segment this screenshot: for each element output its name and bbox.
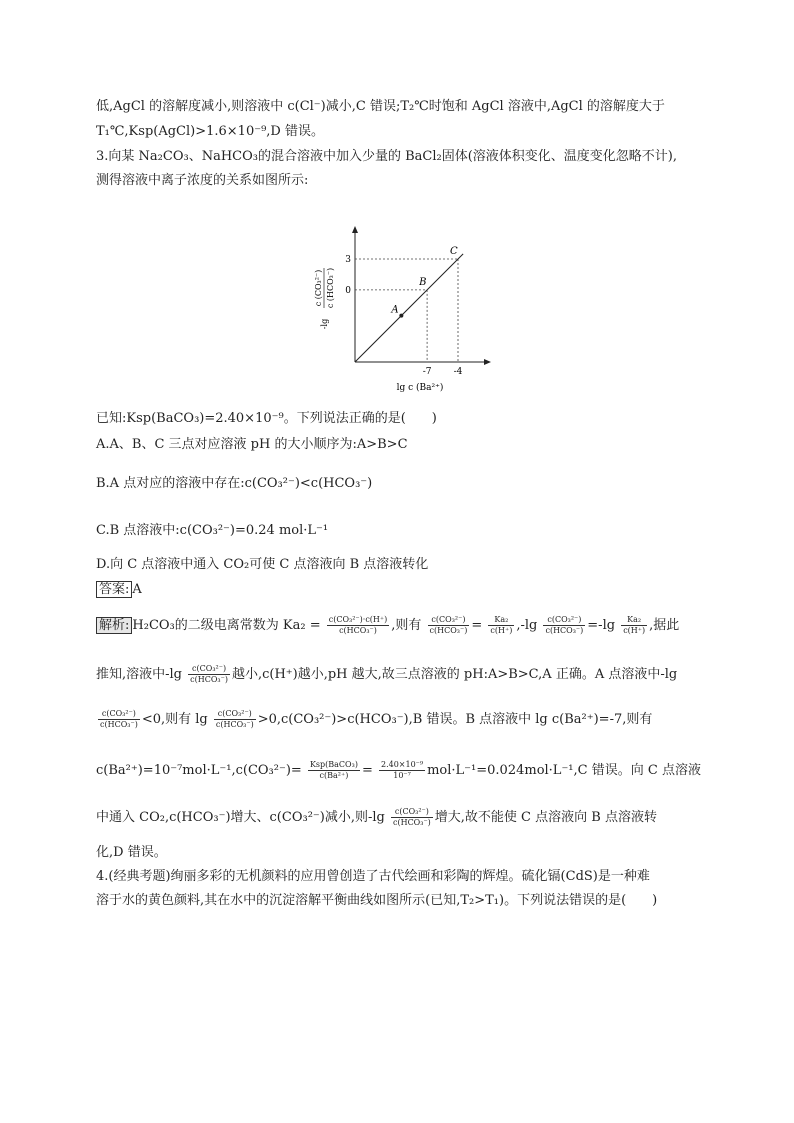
fraction: $\frac{\text{Ksp(BaCO₃)}}{\text{c(Ba²⁺)}}$ bbox=[309, 760, 358, 780]
fraction: $\frac{\text{Ka₂}}{c(H^+)}$ bbox=[490, 615, 513, 635]
q3-option-b: B.A 点对应的溶液中存在:c(CO₃²⁻)<c(HCO₃⁻) bbox=[96, 476, 373, 491]
x-tick-label: -7 bbox=[422, 367, 432, 377]
fraction: $\frac{\text{c(CO₃²⁻)}}{\text{c(HCO₃⁻)}}$ bbox=[429, 615, 468, 635]
q3-stem-line-2: 测得溶液中离子浓度的关系如图所示: bbox=[96, 173, 309, 188]
x-tick-label: -4 bbox=[453, 367, 463, 377]
analysis-text: = bbox=[471, 618, 483, 633]
analysis-line-6: 化,D 错误。 bbox=[96, 845, 167, 860]
analysis-text: 中通入 CO₂,c(HCO₃⁻)增大、c(CO₃²⁻)减小,则-lg bbox=[96, 810, 385, 825]
q4-stem-line-1: 4.(经典考题)绚丽多彩的无机颜料的应用曾创造了古代绘画和彩陶的辉煌。硫化镉(CdS)是一种难 bbox=[96, 869, 650, 884]
fraction: $\frac{\text{Ka₂}}{c(H^+)}$ bbox=[623, 615, 646, 635]
q3-option-d: D.向 C 点溶液中通入 CO₂可使 C 点溶液向 B 点溶液转化 bbox=[96, 557, 429, 572]
analysis-text: H₂CO₃的二级电离常数为 Ka₂ = bbox=[132, 618, 321, 633]
y-label-num: c (CO₃²⁻) bbox=[314, 269, 323, 307]
answer-line bbox=[96, 581, 142, 599]
analysis-text: <0,则有 lg bbox=[141, 712, 208, 727]
x-axis-label: lg c (Ba²⁺) bbox=[396, 383, 444, 393]
point-a bbox=[399, 314, 403, 318]
analysis-line-2 bbox=[96, 663, 677, 687]
analysis-line-1 bbox=[96, 614, 679, 638]
analysis-line-3 bbox=[96, 708, 652, 732]
answer-label: 答案: bbox=[96, 581, 132, 598]
y-tick-label: 3 bbox=[345, 255, 351, 265]
prev-analysis-line-1: 低,AgCl 的溶解度减小,则溶液中 c(Cl⁻)减小,C 错误;T₂℃时饱和 AgCl 溶液中,AgCl 的溶解度大于 bbox=[96, 99, 665, 114]
y-label-prefix: -lg bbox=[320, 318, 329, 330]
q3-stem-line-1: 3.向某 Na₂CO₃、NaHCO₃的混合溶液中加入少量的 BaCl₂固体(溶液体积变化、温度变化忽略不计), bbox=[96, 149, 677, 164]
analysis-text: mol·L⁻¹=0.024mol·L⁻¹,C 错误。向 C 点溶液 bbox=[427, 763, 701, 778]
analysis-text: 增大,故不能使 C 点溶液向 B 点溶液转 bbox=[434, 810, 657, 825]
fraction: $\frac{\text{c(CO₃²⁻)·c(H⁺)}}{\text{c(HCO₃⁻)}}$ bbox=[328, 615, 388, 635]
prev-analysis-line-2: T₁℃,Ksp(AgCl)>1.6×10⁻⁹,D 错误。 bbox=[96, 124, 324, 139]
analysis-text: = bbox=[361, 763, 373, 778]
q3-option-a: A.A、B、C 三点对应溶液 pH 的大小顺序为:A>B>C bbox=[96, 437, 408, 452]
fraction: $\frac{\text{c(CO₃²⁻)}}{\text{c(HCO₃⁻)}}$ bbox=[190, 664, 228, 684]
point-label-c: C bbox=[450, 246, 458, 257]
analysis-text: 推知,溶液中-lg bbox=[96, 667, 183, 682]
fraction: $\frac{\text{2.40×10⁻⁹}}{\text{10⁻⁷}}$ bbox=[380, 760, 424, 780]
analysis-line-5 bbox=[96, 806, 657, 830]
q4-stem-line-2: 溶于水的黄色颜料,其在水中的沉淀溶解平衡曲线如图所示(已知,T₂>T₁)。下列说法错误的是( ) bbox=[96, 893, 658, 908]
analysis-text: =-lg bbox=[587, 618, 616, 633]
data-line bbox=[355, 254, 463, 362]
fraction: $\frac{\text{c(CO₃²⁻)}}{\text{c(HCO₃⁻)}}$ bbox=[545, 615, 584, 635]
answer-value: A bbox=[132, 582, 142, 597]
y-label-den: c (HCO₃⁻) bbox=[326, 267, 335, 309]
analysis-text: >0,c(CO₃²⁻)>c(HCO₃⁻),B 错误。B 点溶液中 lg c(Ba²⁺)=-7,则有 bbox=[257, 712, 653, 727]
point-label-b: B bbox=[419, 276, 427, 288]
x-axis-arrow bbox=[484, 359, 491, 365]
y-axis-arrow bbox=[352, 226, 358, 233]
y-tick-label: 0 bbox=[345, 285, 351, 296]
analysis-line-4 bbox=[96, 759, 701, 783]
q3-chart bbox=[305, 222, 505, 394]
analysis-text: ,据此 bbox=[649, 618, 680, 633]
analysis-text: c(Ba²⁺)=10⁻⁷mol·L⁻¹,c(CO₃²⁻)= bbox=[96, 763, 302, 778]
point-label-a: A bbox=[391, 304, 399, 316]
analysis-text: ,则有 bbox=[391, 618, 422, 633]
y-axis-label bbox=[314, 268, 335, 329]
fraction: $\frac{\text{c(CO₃²⁻)}}{\text{c(HCO₃⁻)}}$ bbox=[392, 807, 431, 827]
analysis-text: ,-lg bbox=[516, 618, 538, 633]
q3-known: 已知:Ksp(BaCO₃)=2.40×10⁻⁹。下列说法正确的是( ) bbox=[96, 411, 437, 426]
fraction: $\frac{\text{c(CO₃²⁻)}}{\text{c(HCO₃⁻)}}$ bbox=[100, 709, 138, 729]
analysis-text: 越小,c(H⁺)越小,pH 越大,故三点溶液的 pH:A>B>C,A 正确。A 点溶液中-lg bbox=[231, 667, 678, 682]
analysis-label: 解析: bbox=[96, 617, 132, 634]
q3-option-c: C.B 点溶液中:c(CO₃²⁻)=0.24 mol·L⁻¹ bbox=[96, 523, 329, 538]
fraction: $\frac{\text{c(CO₃²⁻)}}{\text{c(HCO₃⁻)}}$ bbox=[215, 709, 254, 729]
